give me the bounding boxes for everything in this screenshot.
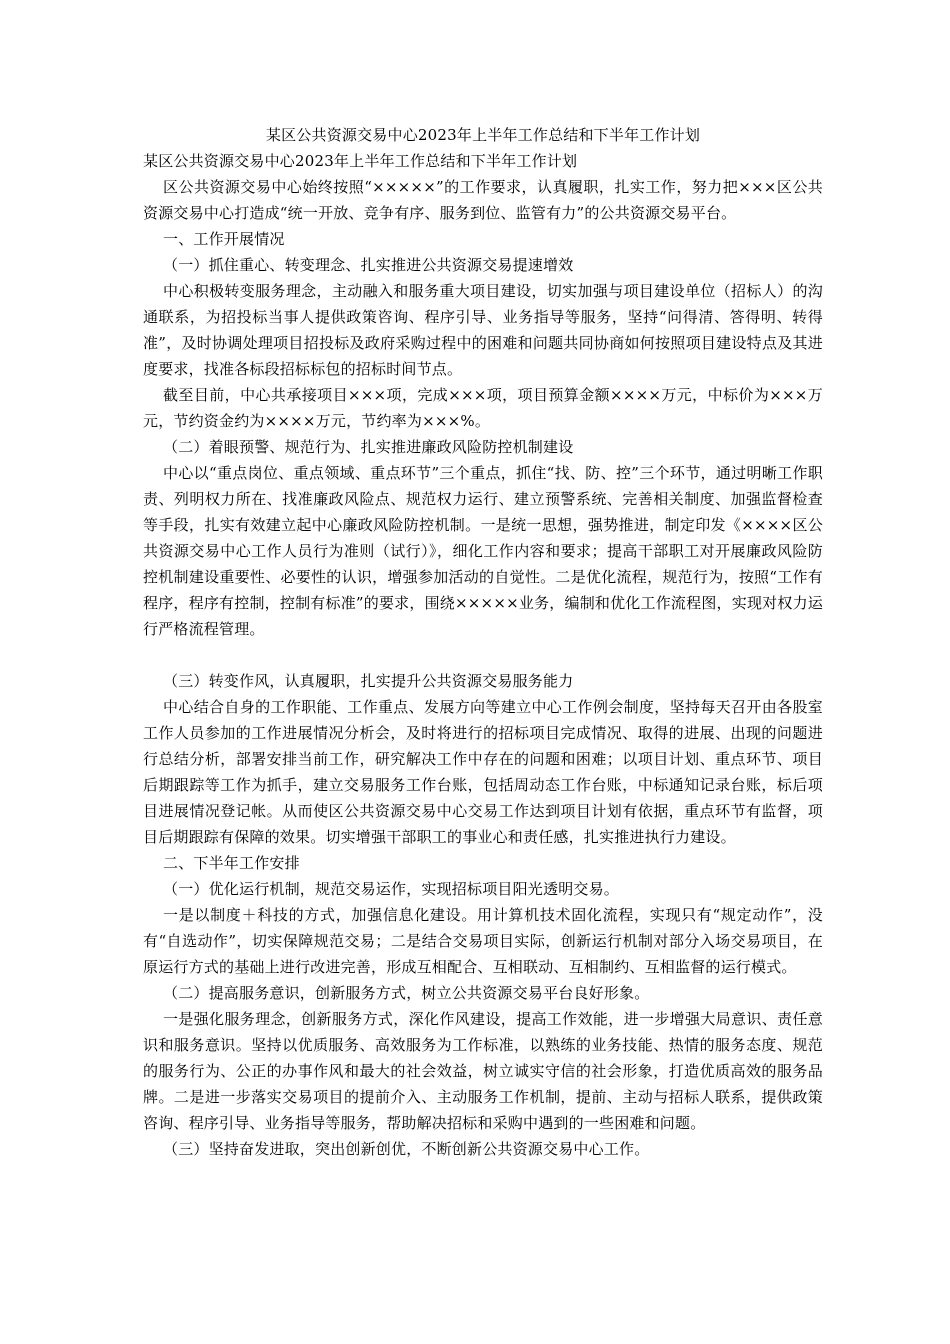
section-1-heading-2: （二）着眼预警、规范行为、扎实推进廉政风险防控机制建设 xyxy=(163,438,574,456)
section-2-heading-3: （三）坚持奋发进取，突出创新创优，不断创新公共资源交易中心工作。 xyxy=(163,1140,650,1158)
blank-line xyxy=(143,642,823,668)
document-body xyxy=(143,122,823,1162)
section-2-paragraph-1: 一是以制度＋科技的方式，加强信息化建设。用计算机技术固化流程，实现只有“规定动作”，没有“自选动作”，切实保障规范交易；二是结合交易项目实际，创新运行机制对部分入场交易项目，在原运行方式的基础上进行改进完善，形成互相配合、互相联动、互相制约、互相监督的运行模式。 xyxy=(143,906,823,976)
document-subtitle: 某区公共资源交易中心2023年上半年工作总结和下半年工作计划 xyxy=(143,152,578,170)
section-1-paragraph-4: 中心结合自身的工作职能、工作重点、发展方向等建立中心工作例会制度，坚持每天召开由各股室工作人员参加的工作进展情况分析会，及时将进行的招标项目完成情况、取得的进展、出现的问题进行总结分析，部署安排当前工作，研究解决工作中存在的问题和困难；以项目计划、重点环节、项目后期跟踪等工作为抓手，建立交易服务工作台账，包括周动态工作台账，中标通知记录台账，标后项目进展情况登记帐。从而使区公共资源交易中心交易工作达到项目计划有依据，重点环节有监督，项目后期跟踪有保障的效果。切实增强干部职工的事业心和责任感，扎实推进执行力建设。 xyxy=(143,698,823,846)
section-2-title: 二、下半年工作安排 xyxy=(163,854,300,872)
section-1-paragraph-1: 中心积极转变服务理念，主动融入和服务重大项目建设，切实加强与项目建设单位（招标人）的沟通联系，为招投标当事人提供政策咨询、程序引导、业务指导等服务，坚持“问得清、答得明、转得准”，及时协调处理项目招投标及政府采购过程中的困难和问题共同协商如何按照项目建设特点及其进度要求，找准各标段招标标包的招标时间节点。 xyxy=(143,282,823,378)
section-1-heading-3: （三）转变作风，认真履职，扎实提升公共资源交易服务能力 xyxy=(163,672,574,690)
section-1-heading-1: （一）抓住重心、转变理念、扎实推进公共资源交易提速增效 xyxy=(163,256,574,274)
document-title: 某区公共资源交易中心2023年上半年工作总结和下半年工作计划 xyxy=(265,126,701,144)
intro-paragraph: 区公共资源交易中心始终按照“×××××”的工作要求，认真履职，扎实工作，努力把×××区公共资源交易中心打造成“统一开放、竞争有序、服务到位、监管有力”的公共资源交易平台。 xyxy=(143,178,823,222)
section-2-heading-1: （一）优化运行机制，规范交易运作，实现招标项目阳光透明交易。 xyxy=(163,880,620,898)
section-2-paragraph-2: 一是强化服务理念，创新服务方式，深化作风建设，提高工作效能，进一步增强大局意识、责任意识和服务意识。坚持以优质服务、高效服务为工作标准，以熟练的业务技能、热情的服务态度、规范的服务行为、公正的办事作风和最大的社会效益，树立诚实守信的社会形象，打造优质高效的服务品牌。二是进一步落实交易项目的提前介入、主动服务工作机制，提前、主动与招标人联系，提供政策咨询、程序引导、业务指导等服务，帮助解决招标和采购中遇到的一些困难和问题。 xyxy=(143,1010,823,1132)
section-1-paragraph-3: 中心以“重点岗位、重点领域、重点环节”三个重点，抓住“找、防、控”三个环节，通过明晰工作职责、列明权力所在、找准廉政风险点、规范权力运行、建立预警系统、完善相关制度、加强监督检查等手段，扎实有效建立起中心廉政风险防控机制。一是统一思想，强势推进，制定印发《××××区公共资源交易中心工作人员行为准则（试行）》，细化工作内容和要求；提高干部职工对开展廉政风险防控机制建设重要性、必要性的认识，增强参加活动的自觉性。二是优化流程，规范行为，按照“工作有程序，程序有控制，控制有标准”的要求，围绕×××××业务，编制和优化工作流程图，实现对权力运行严格流程管理。 xyxy=(143,464,823,638)
section-1-title: 一、工作开展情况 xyxy=(163,230,285,248)
section-2-heading-2: （二）提高服务意识，创新服务方式，树立公共资源交易平台良好形象。 xyxy=(163,984,650,1002)
section-1-paragraph-2: 截至目前，中心共承接项目×××项，完成×××项，项目预算金额××××万元，中标价为×××万元，节约资金约为××××万元，节约率为×××%。 xyxy=(143,386,823,430)
